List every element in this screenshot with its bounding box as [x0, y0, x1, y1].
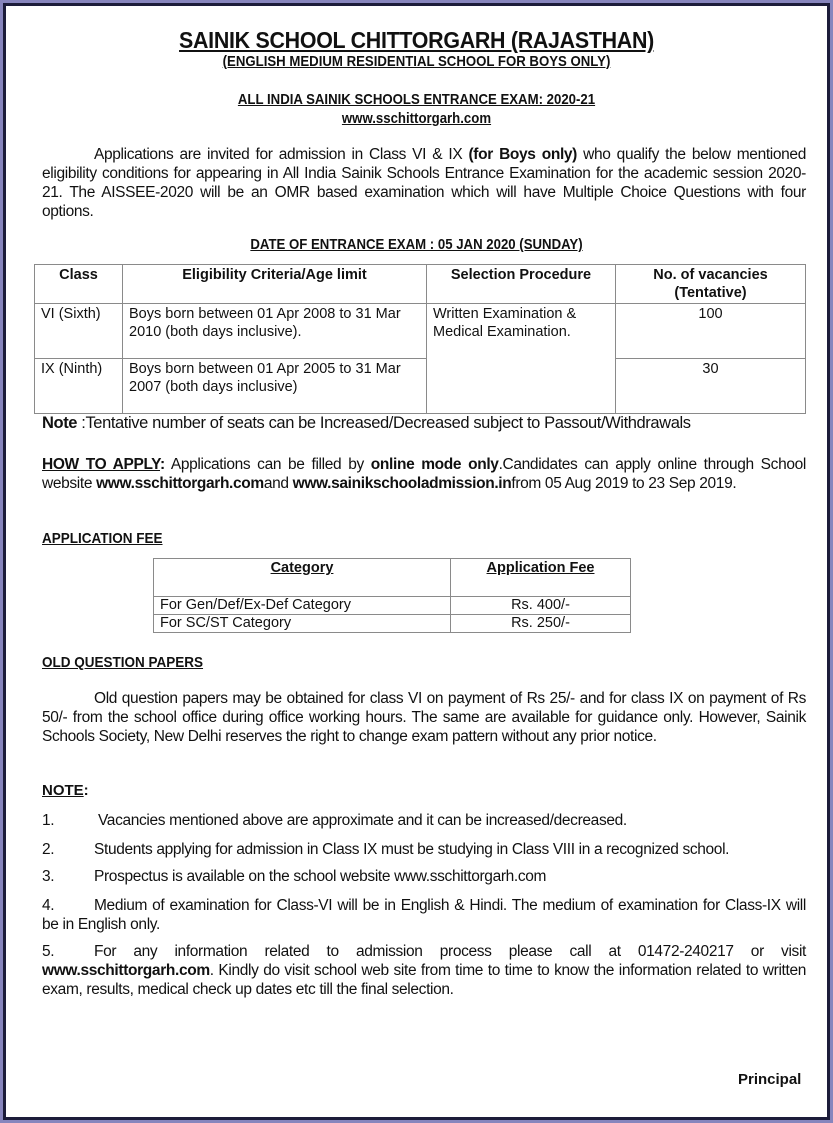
note-item-4	[42, 896, 806, 934]
how-to-apply-colon: :	[160, 456, 165, 473]
intro-paragraph	[42, 145, 806, 221]
note-item-5	[42, 942, 806, 999]
fee-header-row	[154, 559, 631, 597]
old-papers-heading: OLD QUESTION PAPERS	[42, 654, 204, 671]
note-text: Vacancies mentioned above are approximate and it can be increased/decreased.	[94, 812, 627, 829]
note-text: Prospectus is available on the school website www.sschittorgarh.com	[94, 868, 547, 885]
how-to-apply	[42, 455, 806, 493]
table-row	[154, 597, 631, 615]
how-to-apply-label: HOW TO APPLY	[42, 456, 160, 473]
table-row	[154, 615, 631, 633]
application-fee-table	[153, 558, 631, 633]
school-subtitle: (ENGLISH MEDIUM RESIDENTIAL SCHOOL FOR BOYS ONLY)	[222, 53, 611, 70]
note-number: 4.	[42, 897, 55, 914]
cell-eligibility: Boys born between 01 Apr 2008 to 31 Mar 2010 (both days inclusive).	[123, 304, 427, 359]
table-row	[35, 304, 806, 359]
notes-heading-colon: :	[83, 782, 89, 799]
intro-text-2: who qualify the below mentioned eligibility conditions for appearing in All India Sainik Schools Entrance Examination for the academic session 2020-21. The AISSEE-2020 will be an OMR based examination which will have Multiple Choice Questions with four options.	[42, 146, 806, 220]
note-text: Medium of examination for Class-VI will be in English & Hindi. The medium of examination for Class-IX will be in English only.	[42, 897, 806, 933]
note-text: . Kindly do visit school web site from time to time to know the information related to written exam, results, medical check up dates etc till the final selection.	[42, 962, 806, 998]
how-to-apply-text: and	[263, 475, 293, 492]
old-papers-paragraph: Old question papers may be obtained for class VI on payment of Rs 25/- and for class IX on payment of Rs 50/- from the school office during office working hours. The same are available for guidance only. However, Sainik Schools Society, New Delhi reserves the right to change exam pattern without any prior notice.	[42, 690, 806, 745]
note-number: 2.	[42, 841, 55, 858]
note-number: 3.	[42, 868, 55, 885]
header-eligibility: Eligibility Criteria/Age limit	[123, 265, 427, 304]
notes-heading-label: NOTE	[42, 782, 84, 799]
header-class: Class	[35, 265, 123, 304]
cell-category: For SC/ST Category	[154, 615, 451, 633]
cell-fee: Rs. 250/-	[451, 615, 631, 633]
exam-date: DATE OF ENTRANCE EXAM : 05 JAN 2020 (SUNDAY)	[250, 236, 583, 253]
table-row	[35, 359, 806, 414]
header-fee: Application Fee	[451, 559, 631, 597]
school-website-link[interactable]: www.sschittorgarh.com	[96, 475, 264, 492]
how-to-apply-text: .Candidates can apply online through School website	[42, 456, 806, 492]
application-fee-heading: APPLICATION FEE	[42, 530, 163, 547]
cell-vacancies: 30	[616, 359, 806, 414]
school-website-link[interactable]: www.sschittorgarh.com	[42, 962, 210, 979]
table-header-row	[35, 265, 806, 304]
cell-fee: Rs. 400/-	[451, 597, 631, 615]
cell-eligibility: Boys born between 01 Apr 2005 to 31 Mar 2007 (both days inclusive)	[123, 359, 427, 414]
notes-heading	[42, 782, 89, 799]
principal-signature: Principal	[738, 1071, 802, 1088]
website-link[interactable]: www.sschittorgarh.com	[341, 110, 492, 127]
note-text: For any information related to admission process please call at 01472-240217 or visit	[94, 943, 806, 960]
note-text: Students applying for admission in Class IX must be studying in Class VIII in a recognized school.	[94, 841, 730, 858]
header-vacancies: No. of vacancies (Tentative)	[616, 265, 806, 304]
header-selection: Selection Procedure	[427, 265, 616, 304]
header-category: Category	[154, 559, 451, 597]
admission-website-link[interactable]: www.sainikschooladmission.in	[292, 475, 512, 492]
intro-bold: (for Boys only)	[468, 146, 577, 163]
intro-text-1: Applications are invited for admission in Class VI & IX	[94, 146, 469, 163]
application-dates: from 05 Aug 2019 to 23 Sep 2019.	[511, 475, 737, 492]
note-item-2	[42, 840, 806, 859]
seats-note	[42, 414, 691, 433]
note-text: :Tentative number of seats can be Increased/Decreased subject to Passout/Withdrawals	[77, 414, 691, 432]
note-item-1	[42, 811, 806, 830]
school-title: SAINIK SCHOOL CHITTORGARH (RAJASTHAN)	[179, 27, 654, 53]
online-mode-text: online mode only	[370, 456, 499, 473]
cell-selection-procedure: Written Examination & Medical Examination.	[427, 304, 616, 414]
note-number: 5.	[42, 943, 55, 960]
cell-category: For Gen/Def/Ex-Def Category	[154, 597, 451, 615]
cell-class: VI (Sixth)	[35, 304, 123, 359]
exam-title: ALL INDIA SAINIK SCHOOLS ENTRANCE EXAM: 2020-21	[237, 91, 596, 108]
how-to-apply-text: Applications can be filled by	[164, 456, 371, 473]
eligibility-table	[34, 264, 806, 414]
note-label: Note	[42, 414, 78, 432]
cell-class: IX (Ninth)	[35, 359, 123, 414]
cell-vacancies: 100	[616, 304, 806, 359]
note-number: 1.	[42, 812, 55, 829]
note-item-3	[42, 867, 806, 886]
